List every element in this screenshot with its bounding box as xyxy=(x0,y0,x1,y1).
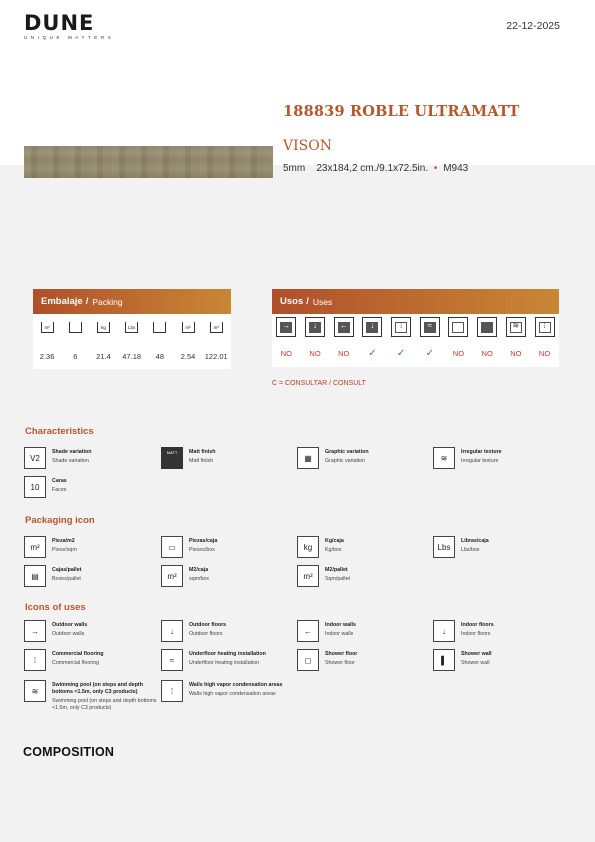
document-date: 22-12-2025 xyxy=(506,20,560,32)
icon-glyph: ≋ xyxy=(512,321,520,330)
packing-icon-cell xyxy=(174,322,202,333)
packing-value: 21.4 xyxy=(96,352,111,361)
packing-value-cell xyxy=(118,352,146,361)
legend-label-en: Boxes/pallet xyxy=(52,576,81,582)
legend-item xyxy=(161,620,294,642)
product-specs xyxy=(283,163,468,174)
packing-value-row xyxy=(33,352,231,361)
icon-glyph: ← xyxy=(304,626,312,636)
legend-item xyxy=(433,649,566,671)
uses-value-cell xyxy=(530,348,559,359)
icon-glyph: ▤ xyxy=(31,571,39,581)
shade-variation-icon xyxy=(24,447,46,469)
legend-text xyxy=(52,567,157,583)
uses-icon-cell xyxy=(387,317,416,337)
packing-icon-cell xyxy=(89,322,117,333)
legend-item xyxy=(161,536,294,558)
legend-label-en: Pieces/box xyxy=(189,547,215,553)
legend-label-es: Shade variation xyxy=(52,449,92,455)
uses-value-cell xyxy=(329,348,358,359)
icon-shape xyxy=(452,322,464,333)
legend-label-en: Indoor floors xyxy=(461,631,491,637)
legend-label-es: Irregular texture xyxy=(461,449,502,455)
legend-item xyxy=(24,620,157,642)
indoor-floors-icon xyxy=(362,317,382,337)
packing-value: 122.01 xyxy=(204,352,228,361)
legend-label-es: Swimming pool (on steps and depth bottoms <1.5m, only C3 products) xyxy=(52,682,143,695)
legend-label-es: Outdoor walls xyxy=(52,622,88,628)
legend-label-es: Indoor floors xyxy=(461,622,494,628)
packing-value: 48 xyxy=(155,352,165,361)
product-thickness: 5mm xyxy=(283,163,306,174)
uses-value-no: NO xyxy=(338,349,350,358)
legend-label-es: Pieza/m2 xyxy=(52,538,75,544)
outdoor-floors-icon xyxy=(161,620,183,642)
uses-value-check: ✓ xyxy=(368,348,377,359)
legend-item xyxy=(161,649,294,671)
matt-finish-icon xyxy=(161,447,183,469)
indoor-floors-icon xyxy=(433,620,455,642)
outdoor-walls-icon xyxy=(24,620,46,642)
shower-wall-icon xyxy=(433,649,455,671)
legend-label-en: Faces xyxy=(52,487,67,493)
legend-label-es: M2/caja xyxy=(189,567,209,573)
packing-value-cell xyxy=(89,352,117,361)
icon-glyph: ≋ xyxy=(440,453,448,463)
boxes-pallet-icon xyxy=(153,322,166,333)
title-separator: / xyxy=(306,296,309,307)
product-model: M943 xyxy=(443,163,469,174)
icon-glyph: V2 xyxy=(30,453,40,463)
icon-glyph: ◻ xyxy=(304,655,312,665)
legend-label-es: Outdoor floors xyxy=(189,622,227,628)
icon-glyph: m² xyxy=(303,571,313,581)
logo-tagline: UNIQUE MATTERS xyxy=(24,35,115,40)
packing-value-cell xyxy=(61,352,89,361)
bullet-separator: • xyxy=(433,163,438,174)
legend-item xyxy=(433,536,566,558)
legend-text xyxy=(52,622,157,638)
shower-floor-icon xyxy=(448,317,468,337)
uses-value-cell xyxy=(415,348,444,359)
brand-logo xyxy=(24,12,114,40)
legend-text xyxy=(189,651,294,667)
commercial-flooring-icon xyxy=(391,317,411,337)
uses-icon-cell xyxy=(502,317,531,337)
packing-value-cell xyxy=(33,352,61,361)
legend-text xyxy=(325,538,430,554)
legend-label-en: Outdoor floors xyxy=(189,631,223,637)
legend-label-es: Kg/caja xyxy=(325,538,344,544)
legend-label-en: Walls high vapor condensation areas xyxy=(189,691,276,697)
legend-label-es: Libras/caja xyxy=(461,538,489,544)
icon-glyph: MATT xyxy=(166,450,178,455)
icon-glyph: ≈ xyxy=(169,655,175,665)
shower-floor-icon xyxy=(297,649,319,671)
uses-value-cell xyxy=(358,348,387,359)
icon-glyph: ≋ xyxy=(31,686,39,696)
legend-label-es: Matt finish xyxy=(189,449,216,455)
uses-value-check: ✓ xyxy=(396,348,406,359)
legend-label-en: Shower wall xyxy=(461,660,490,666)
uses-card-header xyxy=(272,289,559,314)
m2-pallet-icon: m² xyxy=(210,322,223,333)
uses-value-cell xyxy=(473,348,502,359)
legend-label-en: Underfloor heating installation xyxy=(189,660,260,666)
icon-glyph: m² xyxy=(167,571,177,581)
uses-value-cell xyxy=(387,348,416,359)
icon-glyph: ⁞ xyxy=(33,655,37,665)
legend-text xyxy=(52,651,157,667)
legend-text xyxy=(189,682,294,698)
m2-icon xyxy=(24,536,46,558)
legend-label-en: Outdoor walls xyxy=(52,631,85,637)
legend-text xyxy=(189,449,294,465)
packing-value-cell xyxy=(146,352,174,361)
packing-title-en: Packing xyxy=(92,296,123,307)
uses-icon-cell xyxy=(301,317,330,337)
m2-pallet-icon xyxy=(297,565,319,587)
icon-glyph: ↓ xyxy=(442,626,446,636)
boxes-pallet-icon xyxy=(24,565,46,587)
legend-item xyxy=(24,476,157,498)
icon-glyph: ← xyxy=(339,321,348,330)
packaging-icon-title: Packaging icon xyxy=(25,515,95,526)
legend-item xyxy=(433,620,566,642)
product-swatch-image xyxy=(24,146,273,178)
consult-note: C = CONSULTAR / CONSULT xyxy=(272,380,366,387)
legend-label-es: Shower wall xyxy=(461,651,492,657)
legend-text xyxy=(325,567,430,583)
uses-value-row xyxy=(272,348,559,359)
legend-label-es: M2/pallet xyxy=(325,567,348,573)
packing-value: 6 xyxy=(73,352,78,361)
icon-glyph: ≈ xyxy=(427,321,432,330)
swimming-pool-icon xyxy=(506,317,526,337)
legend-label-en: Indoor walls xyxy=(325,631,354,637)
uses-icon-cell xyxy=(358,317,387,337)
indoor-walls-icon xyxy=(297,620,319,642)
packing-value-cell xyxy=(202,352,230,361)
vapor-condensation-icon xyxy=(161,680,183,702)
underfloor-heating-icon xyxy=(420,317,440,337)
uses-icon-cell xyxy=(415,317,444,337)
packing-card-header xyxy=(33,289,231,314)
legend-label-es: Piezas/caja xyxy=(189,538,218,544)
packing-value: 2.36 xyxy=(39,352,55,361)
title-separator: / xyxy=(85,296,89,307)
legend-text xyxy=(189,567,294,583)
packing-value: 2.54 xyxy=(180,352,196,361)
packing-value-cell xyxy=(174,352,202,361)
uses-icon-cell xyxy=(473,317,502,337)
legend-text xyxy=(461,622,566,638)
legend-item xyxy=(161,447,294,469)
legend-label-es: Underfloor heating installation xyxy=(189,651,266,657)
characteristics-title: Characteristics xyxy=(25,426,94,437)
uses-icon-cell xyxy=(272,317,301,337)
commercial-flooring-icon xyxy=(24,649,46,671)
lbs-box-icon: Lbs xyxy=(125,322,138,333)
icon-glyph: kg xyxy=(303,542,313,552)
legend-item xyxy=(24,536,157,558)
product-color: VISON xyxy=(283,138,332,154)
legend-label-en: Matt finish xyxy=(189,458,214,464)
legend-item xyxy=(24,565,157,587)
legend-label-en: Commercial flooring xyxy=(52,660,100,666)
legend-item xyxy=(297,447,430,469)
pieces-box-icon xyxy=(69,322,82,333)
legend-item xyxy=(433,447,566,469)
legend-text xyxy=(52,538,157,554)
legend-text xyxy=(52,449,157,465)
icon-glyph: ▭ xyxy=(168,542,176,552)
legend-label-es: Walls high vapor condensation areas xyxy=(189,682,283,688)
uses-icon-cell xyxy=(444,317,473,337)
composition-title: COMPOSITION xyxy=(23,745,115,759)
kg-box-icon xyxy=(297,536,319,558)
legend-label-en: Swimming pool (on steps and depth bottoms <1.5m, only C3 products) xyxy=(52,698,157,711)
packing-icon-cell xyxy=(33,322,61,333)
legend-label-es: Commercial flooring xyxy=(52,651,104,657)
packing-value: 47.18 xyxy=(122,352,142,361)
uses-title-en: Uses xyxy=(312,296,333,307)
swimming-pool-icon xyxy=(24,680,46,702)
icon-glyph: → xyxy=(31,626,39,636)
shower-wall-icon xyxy=(477,317,497,337)
legend-label-es: Caras xyxy=(52,478,67,484)
legend-text xyxy=(461,651,566,667)
packing-icon-cell xyxy=(202,322,230,333)
legend-label-en: Piece/sqm xyxy=(52,547,77,553)
icon-glyph: ⁞ xyxy=(543,321,546,330)
vapor-condensation-icon xyxy=(535,317,555,337)
legend-label-en: Graphic variation xyxy=(325,458,366,464)
legend-item xyxy=(161,565,294,587)
legend-item xyxy=(297,536,430,558)
outdoor-walls-icon xyxy=(276,317,296,337)
uses-icon-cell xyxy=(329,317,358,337)
pieces-box-icon xyxy=(161,536,183,558)
outdoor-floors-icon xyxy=(305,317,325,337)
legend-label-es: Graphic variation xyxy=(325,449,369,455)
irregular-texture-icon xyxy=(433,447,455,469)
underfloor-heating-icon xyxy=(161,649,183,671)
legend-text xyxy=(52,478,157,494)
legend-item xyxy=(161,680,294,702)
icon-glyph: ↓ xyxy=(313,321,318,330)
legend-item xyxy=(297,620,430,642)
logo-wordmark: DUNE xyxy=(24,11,95,35)
legend-text xyxy=(461,449,566,465)
uses-value-no: NO xyxy=(481,349,493,358)
legend-label-en: Kg/box xyxy=(325,547,342,553)
legend-item xyxy=(24,447,157,469)
icon-glyph: m² xyxy=(30,542,40,552)
icon-shape xyxy=(481,322,493,333)
legend-label-es: Indoor walls xyxy=(325,622,356,628)
lbs-box-icon xyxy=(433,536,455,558)
legend-text xyxy=(189,538,294,554)
uses-value-check: ✓ xyxy=(425,348,434,359)
icon-glyph: ▌ xyxy=(441,655,447,665)
legend-text xyxy=(52,682,157,712)
legend-label-en: Sqm/pallet xyxy=(325,576,351,582)
kg-box-icon: kg xyxy=(97,322,110,333)
uses-value-no: NO xyxy=(280,349,292,358)
legend-label-en: sqm/box xyxy=(189,576,210,582)
legend-item xyxy=(24,649,157,671)
legend-text xyxy=(325,651,430,667)
uses-icon-row xyxy=(272,317,559,337)
uses-value-no: NO xyxy=(538,349,551,358)
icon-glyph: ▦ xyxy=(304,453,312,463)
legend-label-en: Shade variation xyxy=(52,458,89,464)
uses-value-cell xyxy=(502,348,531,359)
uses-value-cell xyxy=(272,348,301,359)
legend-text xyxy=(461,538,566,554)
m2-icon: m² xyxy=(41,322,54,333)
icon-glyph: ↓ xyxy=(170,626,174,636)
packing-icon-cell xyxy=(146,322,174,333)
packing-icon-row xyxy=(33,322,231,333)
uses-card xyxy=(272,289,559,367)
uses-value-no: NO xyxy=(510,349,522,358)
legend-label-en: Irregular texture xyxy=(461,458,499,464)
packing-card xyxy=(33,289,231,369)
indoor-walls-icon xyxy=(334,317,354,337)
m2-box-icon xyxy=(161,565,183,587)
icon-glyph: → xyxy=(282,321,291,330)
uses-value-cell xyxy=(301,348,330,359)
legend-label-es: Cajas/pallet xyxy=(52,567,82,573)
legend-item xyxy=(24,680,157,712)
legend-item xyxy=(297,649,430,671)
legend-label-es: Shower floor xyxy=(325,651,358,657)
product-size: 23x184,2 cm./9.1x72.5in. xyxy=(316,163,429,174)
legend-text xyxy=(325,449,430,465)
uses-value-no: NO xyxy=(309,349,321,358)
icons-of-uses-title: Icons of uses xyxy=(25,602,86,613)
legend-label-en: Shower floor xyxy=(325,660,355,666)
product-name: 188839 ROBLE ULTRAMATT xyxy=(283,103,520,120)
m2-box-icon: m² xyxy=(182,322,195,333)
icon-glyph: ⁞ xyxy=(399,321,403,330)
icon-glyph: ↓ xyxy=(370,321,375,330)
packing-icon-cell xyxy=(118,322,146,333)
icon-glyph: 10 xyxy=(30,482,40,492)
legend-text xyxy=(189,622,294,638)
uses-value-no: NO xyxy=(452,349,465,358)
uses-icon-cell xyxy=(530,317,559,337)
faces-icon xyxy=(24,476,46,498)
legend-item xyxy=(297,565,430,587)
legend-text xyxy=(325,622,430,638)
uses-title-es: Usos xyxy=(280,296,304,307)
icon-glyph: ⁞ xyxy=(170,686,174,696)
packing-title-es: Embalaje xyxy=(41,296,83,307)
graphic-variation-icon xyxy=(297,447,319,469)
uses-value-cell xyxy=(444,348,473,359)
legend-label-en: Lbs/box xyxy=(461,547,480,553)
packing-icon-cell xyxy=(61,322,89,333)
icon-glyph: Lbs xyxy=(437,542,451,552)
